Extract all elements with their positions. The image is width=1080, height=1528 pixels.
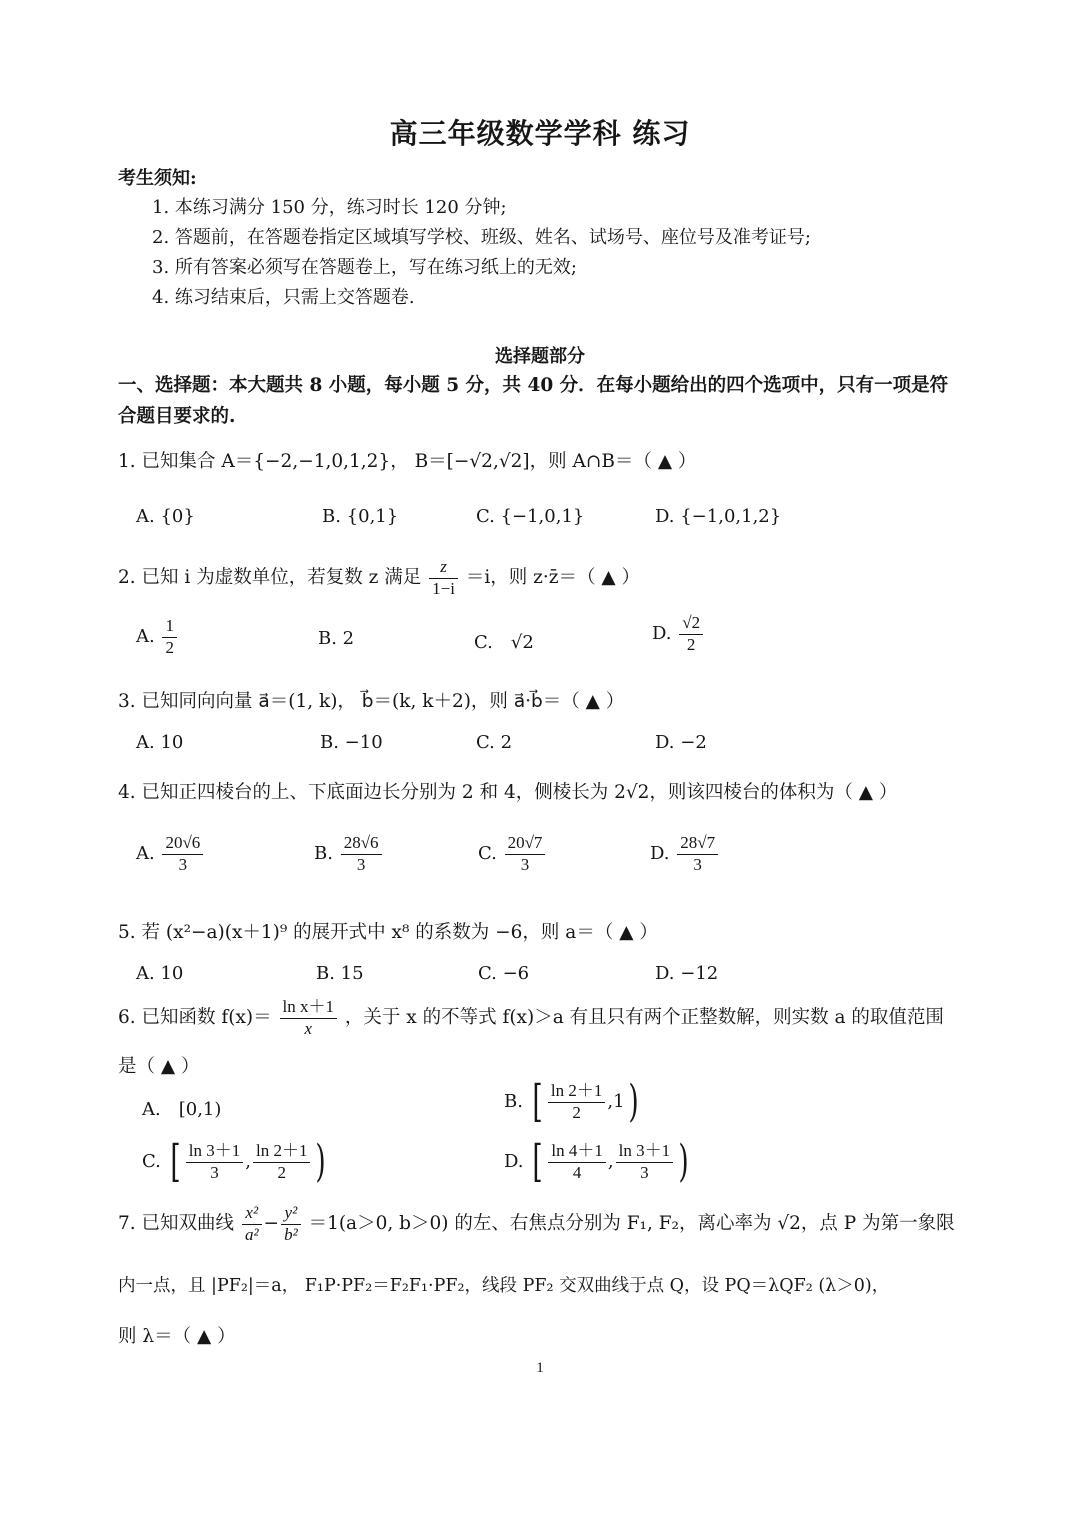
q6-option-b: B. [ $\frac{\ln 2+1}{2}$ ,1) xyxy=(504,1076,639,1127)
q1-option-c: C. {−1,0,1} xyxy=(476,506,585,527)
page-number: 1 xyxy=(536,1360,544,1376)
q7-frac-x-numerator: x² xyxy=(242,1204,262,1225)
q4-option-b-denominator: 3 xyxy=(356,854,366,874)
q6-text-pre: 6. 已知函数 f(x)＝ xyxy=(118,1007,272,1029)
q6-option-d-denominator-2: 3 xyxy=(640,1162,649,1182)
q4-option-d-fraction xyxy=(677,834,718,874)
section-title: 选择题部分 xyxy=(495,346,585,367)
q2-option-d-fraction xyxy=(679,614,703,654)
q2-fraction xyxy=(429,558,458,598)
q3-option-d: D. −2 xyxy=(655,732,707,753)
q6-option-d-comma: , xyxy=(607,1151,614,1172)
q7-fraction-y xyxy=(281,1204,301,1244)
q5-option-b: B. 15 xyxy=(316,963,364,984)
q6-frac-numerator: ln x＋1 xyxy=(280,998,337,1019)
q6-option-a: A. [0,1) xyxy=(142,1099,222,1120)
q6-option-d-denominator-1: 4 xyxy=(572,1162,582,1182)
q5-option-d: D. −12 xyxy=(655,963,719,984)
q6-option-c: C. [ $\frac{\ln 3+1}{3}$ , $\frac{\ln 2+1}{2}$ ) xyxy=(142,1136,327,1187)
q6-option-d: D. [ $\frac{\ln 4+1}{4}$ , $\frac{\ln 3+1}{3}$ ) xyxy=(504,1136,689,1187)
q6-frac-denominator: x xyxy=(304,1018,313,1038)
q2-option-a-numerator: 1 xyxy=(162,617,177,638)
q4-option-d-denominator: 3 xyxy=(693,854,702,874)
q2-option-a-label: A. xyxy=(136,626,155,648)
q2-frac-numerator: z xyxy=(429,558,458,579)
question-7 xyxy=(118,1204,955,1244)
q3-option-c: C. 2 xyxy=(476,732,513,753)
q4-option-a xyxy=(136,834,205,874)
q6-option-b-denominator: 2 xyxy=(572,1102,581,1122)
q2-option-b: B. 2 xyxy=(318,628,355,649)
q2-option-d xyxy=(652,614,705,654)
q6-option-d-numerator-2: ln 3＋1 xyxy=(616,1142,673,1163)
q4-option-a-fraction xyxy=(162,834,203,874)
page-title: 高三年级数学学科 练习 xyxy=(389,117,691,150)
q7-frac-y-denominator: b² xyxy=(284,1224,298,1244)
q4-option-b-numerator: 28√6 xyxy=(341,834,382,855)
notice-item-4: 4. 练习结束后，只需上交答题卷. xyxy=(152,287,415,308)
q6-option-c-numerator-2: ln 2＋1 xyxy=(253,1142,310,1163)
q6-text-post: ，关于 x 的不等式 f(x)＞a 有且只有两个正整数解，则实数 a 的取值范围 xyxy=(344,1007,944,1029)
q6-option-b-fraction xyxy=(548,1082,605,1122)
q6-option-c-label: C. xyxy=(142,1151,161,1172)
q7-frac-x-denominator: a² xyxy=(244,1224,259,1244)
notice-item-3: 3. 所有答案必须写在答题卷上，写在练习纸上的无效; xyxy=(152,257,577,278)
q2-option-a-fraction xyxy=(162,617,177,657)
q6-option-d-fraction-2 xyxy=(616,1142,673,1182)
q3-option-a: A. 10 xyxy=(136,732,184,753)
q4-option-b xyxy=(314,834,384,874)
q7-minus-sign: − xyxy=(263,1213,280,1235)
question-2 xyxy=(118,558,640,598)
q7-text-pre: 7. 已知双曲线 xyxy=(118,1213,235,1235)
question-6-line-2: 是（ ▲ ） xyxy=(118,1056,200,1077)
q2-option-d-numerator: √2 xyxy=(679,614,703,635)
question-6 xyxy=(118,998,944,1038)
question-7-line-3: 则 λ＝（ ▲ ） xyxy=(118,1326,236,1347)
q4-option-b-fraction xyxy=(341,834,382,874)
q6-option-b-numerator: ln 2＋1 xyxy=(548,1082,605,1103)
notice-item-1: 1. 本练习满分 150 分，练习时长 120 分钟; xyxy=(152,197,507,218)
notice-heading: 考生须知: xyxy=(118,168,197,189)
q1-option-d: D. {−1,0,1,2} xyxy=(655,506,782,527)
q2-frac-denominator: 1−i xyxy=(432,578,455,598)
q2-text-post: ＝i，则 z·z̄＝（ ▲ ） xyxy=(465,567,640,589)
q5-option-a: A. 10 xyxy=(136,963,184,984)
q2-text-pre: 2. 已知 i 为虚数单位，若复数 z 满足 xyxy=(118,567,422,589)
q4-option-c-numerator: 20√7 xyxy=(505,834,546,855)
q6-option-c-fraction-2 xyxy=(253,1142,310,1182)
q6-option-c-denominator-2: 2 xyxy=(277,1162,286,1182)
notice-item-2: 2. 答题前，在答题卷指定区域填写学校、班级、姓名、试场号、座位号及准考证号; xyxy=(152,227,811,248)
q4-option-d xyxy=(650,834,720,874)
q4-option-c-denominator: 3 xyxy=(520,854,530,874)
q7-frac-y-numerator: y² xyxy=(281,1204,301,1225)
q4-option-b-label: B. xyxy=(314,843,333,865)
q6-option-b-tail: ,1 xyxy=(607,1091,625,1112)
q4-option-c-fraction xyxy=(505,834,546,874)
section-description: 一、选择题：本大题共 8 小题，每小题 5 分，共 40 分．在每小题给出的四个选项中，只有一项是符合题目要求的. xyxy=(118,375,949,427)
q4-option-a-denominator: 3 xyxy=(178,854,188,874)
q1-option-a: A. {0} xyxy=(136,506,195,527)
q4-option-d-label: D. xyxy=(650,843,670,865)
q4-option-c-label: C. xyxy=(478,843,497,865)
q2-option-d-denominator: 2 xyxy=(686,634,696,654)
question-3: 3. 已知同向向量 a⃗＝(1, k)， b⃗＝(k, k＋2)，则 a⃗·b⃗＝（ ▲ ） xyxy=(118,691,625,712)
q6-option-d-label: D. xyxy=(504,1151,524,1172)
q3-option-b: B. −10 xyxy=(320,732,383,753)
q6-option-c-numerator-1: ln 3＋1 xyxy=(186,1142,243,1163)
q6-option-c-denominator-1: 3 xyxy=(210,1162,219,1182)
question-4: 4. 已知正四棱台的上、下底面边长分别为 2 和 4，侧棱长为 2√2，则该四棱台的体积为（ ▲ ） xyxy=(118,782,898,803)
q4-option-d-numerator: 28√7 xyxy=(677,834,718,855)
q2-option-c: C. √2 xyxy=(474,632,534,653)
question-1: 1. 已知集合 A＝{−2,−1,0,1,2}， B＝[−√2,√2]，则 A∩B＝（ ▲ ） xyxy=(118,451,697,472)
question-7-line-2: 内一点，且 |PF₂|＝a， F₁P·PF₂＝F₂F₁·PF₂，线段 PF₂ 交双曲线于点 Q，设 PQ＝λQF₂ (λ＞0)， xyxy=(118,1276,890,1296)
q1-option-b: B. {0,1} xyxy=(322,506,399,527)
q7-text-post: ＝1(a＞0, b＞0) 的左、右焦点分别为 F₁, F₂，离心率为 √2，点 P 为第一象限 xyxy=(308,1213,955,1235)
q2-option-d-label: D. xyxy=(652,623,672,645)
q4-option-c xyxy=(478,834,547,874)
q4-option-a-label: A. xyxy=(136,843,155,865)
q6-option-d-fraction-1 xyxy=(548,1142,605,1182)
q4-option-a-numerator: 20√6 xyxy=(162,834,203,855)
q6-option-b-label: B. xyxy=(504,1091,523,1112)
q5-option-c: C. −6 xyxy=(478,963,530,984)
q6-option-c-comma: , xyxy=(245,1151,251,1172)
q2-option-a xyxy=(136,617,179,657)
q6-option-d-numerator-1: ln 4＋1 xyxy=(548,1142,605,1163)
q7-fraction-x xyxy=(242,1204,262,1244)
q6-fraction xyxy=(280,998,337,1038)
q6-option-c-fraction-1 xyxy=(186,1142,243,1182)
question-5: 5. 若 (x²−a)(x＋1)⁹ 的展开式中 x⁸ 的系数为 −6，则 a＝（ ▲ ） xyxy=(118,922,658,943)
q2-option-a-denominator: 2 xyxy=(165,637,174,657)
